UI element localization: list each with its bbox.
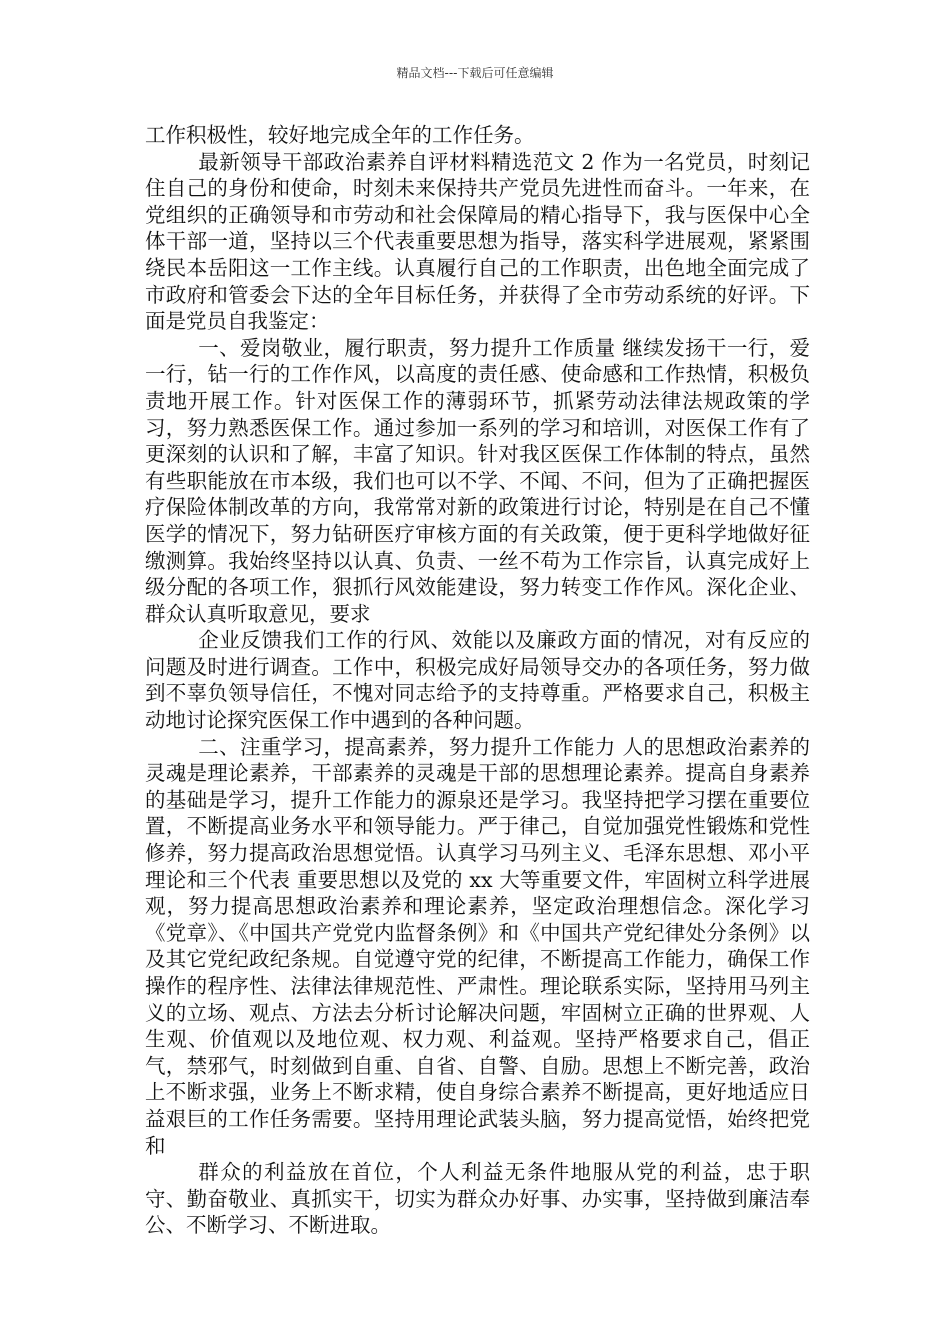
paragraph-2: 最新领导干部政治素养自评材料精选范文 2 作为一名党员，时刻记住自己的身份和使命，时刻未来保持共产党员先进性而奋斗。一年来，在党组织的正确领导和市劳动和社会保障局的精心指导下，我与医保中心全体干部一道，坚持以三个代表重要思想为指导，落实科学进展观，紧紧围绕民本岳阳这一工作主线。认真履行自己的工作职责，出色地全面完成了市政府和管委会下达的全年目标任务，并获得了全市劳动系统的好评。下面是党员自我鉴定： (145, 149, 810, 334)
paragraph-1: 工作积极性，较好地完成全年的工作任务。 (145, 123, 535, 147)
paragraph-3: 一、爱岗敬业，履行职责，努力提升工作质量 继续发扬干一行，爱一行，钻一行的工作作风，以高度的责任感、使命感和工作热情，积极负责地开展工作。针对医保工作的薄弱环节，抓紧劳动法律法规政策的学习，努力熟悉医保工作。通过参加一系列的学习和培训，对医保工作有了更深刻的认识和了解，丰富了知识。针对我区医保工作体制的特点，虽然有些职能放在市本级，我们也可以不学、不闻、不问，但为了正确把握医疗保险体制改革的方向，我常常对新的政策进行讨论，特别是在自己不懂医学的情况下，努力钻研医疗审核方面的有关政策，便于更科学地做好征缴测算。我始终坚持以认真、负责、一丝不苟为工作宗旨，认真完成好上级分配的各项工作，狠抓行风效能建设，努力转变工作作风。深化企业、群众认真听取意见，要求 (145, 335, 810, 626)
page-header: 精品文档---下载后可任意编辑 (396, 66, 554, 80)
paragraph-6: 群众的利益放在首位，个人利益无条件地服从党的利益，忠于职守、勤奋敬业、真抓实干，切实为群众办好事、办实事，坚持做到廉洁奉公、不断学习、不断进取。 (145, 1160, 810, 1238)
paragraph-4: 企业反馈我们工作的行风、效能以及廉政方面的情况，对有反应的问题及时进行调查。工作中，积极完成好局领导交办的各项任务，努力做到不辜负领导信任，不愧对同志给予的支持尊重。严格要求自己，积极主动地讨论探究医保工作中遇到的各种问题。 (145, 628, 810, 733)
paragraph-5: 二、注重学习，提高素养，努力提升工作能力 人的思想政治素养的灵魂是理论素养，干部素养的灵魂是干部的思想理论素养。提高自身素养的基础是学习，提升工作能力的源泉还是学习。我坚持把学习摆在重要位置，不断提高业务水平和领导能力。严于律己，自觉加强党性锻炼和党性修养，努力提高政治思想觉悟。认真学习马列主义、毛泽东思想、邓小平理论和三个代表 重要思想以及党的 xx 大等重要文件，牢固树立科学进展观，努力提高思想政治素养和理论素养，坚定政治理想信念。深化学习《党章》、《中国共产党党内监督条例》和《中国共产党纪律处分条例》以及其它党纪政纪条规。自觉遵守党的纪律，不断提高工作能力，确保工作操作的程序性、法律法律规范性、严肃性。理论联系实际，坚持用马列主义的立场、观点、方法去分析讨论解决问题，牢固树立正确的世界观、人生观、价值观以及地位观、权力观、利益观。坚持严格要求自己，倡正气，禁邪气，时刻做到自重、自省、自警、自励。思想上不断完善，政治上不断求强，业务上不断求精，使自身综合素养不断提高，更好地适应日益艰巨的工作任务需要。坚持用理论武装头脑，努力提高觉悟，始终把党和 (145, 734, 810, 1158)
document-body (145, 122, 810, 1239)
